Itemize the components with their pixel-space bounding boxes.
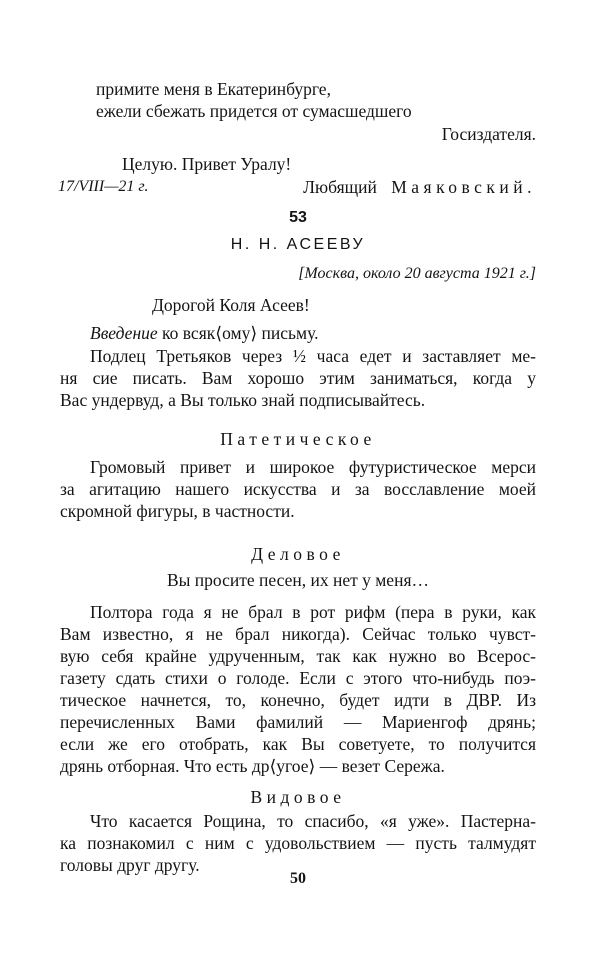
para3-line-1: Полтора года я не брал в рот рифм (пера в руки, как bbox=[90, 602, 536, 622]
continuation-line-2: ежели сбежать придется от сумасшедшего bbox=[96, 101, 412, 121]
section-title-pathetic: Патетическое bbox=[220, 429, 376, 449]
para3-line-8: дрянь отборная. Что есть др⟨угое⟩ — везет Сережа. bbox=[60, 756, 445, 776]
letter-greeting: Дорогой Коля Асеев! bbox=[152, 295, 310, 315]
para3-line-6: перечисленных Вами фамилий — Мариенгоф дрянь; bbox=[60, 712, 536, 732]
letter-addressee: Н. Н. АСЕЕВУ bbox=[230, 236, 366, 253]
para1-line-3: Вас ундервуд, а Вы только знай подписывайтесь. bbox=[60, 390, 426, 410]
para4-line-3: головы друг другу. bbox=[60, 855, 200, 875]
para3-line-7: если же его отобрать, как Вы советуете, то получится bbox=[60, 734, 536, 754]
intro-rest: ко всяк⟨ому⟩ письму. bbox=[157, 323, 319, 343]
para4-line-2: ка познакомил с ним с удовольствием — пусть талмудят bbox=[60, 833, 536, 853]
intro-italic-word: Введение bbox=[90, 323, 158, 343]
para3-line-5: тическое начнется, то, конечно, будет идти в ДВР. Из bbox=[60, 690, 536, 710]
closing-line: Целую. Привет Уралу! bbox=[122, 154, 292, 174]
letter-number: 53 bbox=[289, 209, 307, 226]
section-title-species: Видовое bbox=[250, 787, 346, 807]
para1-line-2: ня сие писать. Вам хорошо этим заниматься, когда у bbox=[60, 368, 536, 388]
para2-line-3: скромной фигуры, в частности. bbox=[60, 501, 295, 521]
para3-line-3: вую себя крайне удрученным, так как нужно во Всерос- bbox=[60, 646, 536, 666]
para2-line-1: Громовый привет и широкое футуристическое мерси bbox=[90, 457, 536, 477]
para4-line-1: Что касается Рощина, то спасибо, «я уже». Пастерна- bbox=[90, 811, 536, 831]
letter-place-date: [Москва, около 20 августа 1921 г.] bbox=[298, 265, 536, 282]
para3-line-2: Вам известно, я не брал никогда). Сейчас только чувст- bbox=[60, 624, 536, 644]
section-subtitle-business: Вы просите песен, их нет у меня… bbox=[167, 570, 429, 590]
para1-line-1: Подлец Третьяков через ½ часа едет и заставляет ме- bbox=[90, 346, 536, 366]
signature-name: Маяковский. bbox=[391, 177, 536, 197]
para2-line-2: за агитацию нашего искусства и за восславление моей bbox=[60, 479, 536, 499]
continuation-line-1: примите меня в Екатеринбурге, bbox=[96, 79, 331, 99]
signature-prefix: Любящий bbox=[303, 177, 377, 197]
intro-line bbox=[90, 322, 318, 344]
continuation-line-3: Госиздателя. bbox=[441, 124, 536, 144]
letter-date: 17/VIII—21 г. bbox=[58, 178, 149, 195]
signature bbox=[303, 176, 536, 198]
para3-line-4: газету сдать стихи о голоде. Если с этого что-нибудь поэ- bbox=[60, 668, 536, 688]
page-number: 50 bbox=[290, 870, 306, 887]
section-title-business: Деловое bbox=[251, 544, 345, 564]
